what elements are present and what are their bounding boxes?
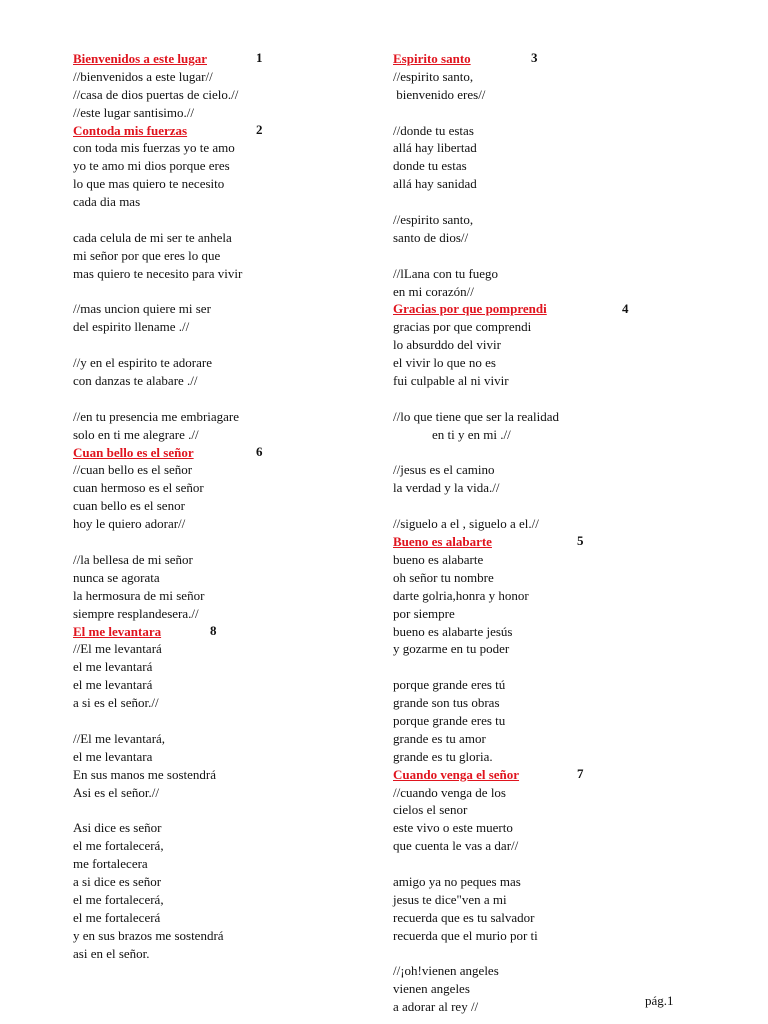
lyric-line: //cuando venga de los (393, 784, 506, 800)
song-title-text: Gracias por que pomprendi (393, 301, 547, 317)
lyric-line: yo te amo mi dios porque eres (73, 158, 230, 174)
lyric-line: cada celula de mi ser te anhela (73, 229, 232, 245)
lyric-line: grande son tus obras (393, 695, 500, 711)
lyric-line: //bienvenidos a este lugar// (73, 68, 213, 84)
song-title (393, 300, 653, 318)
lyric-line: //espirito santo, (393, 68, 474, 84)
blank-line (393, 247, 653, 265)
blank-line (73, 801, 363, 819)
song-number: 7 (577, 766, 584, 781)
lyric-line: gracias por que comprendi (393, 319, 532, 335)
lyric-line: del espirito llename .// (73, 319, 190, 335)
lyric-line: //El me levantará, (73, 730, 166, 746)
song-title-text: Bienvenidos a este lugar (73, 51, 207, 66)
left-column (73, 50, 363, 962)
lyric-line: a adorar al rey // (393, 999, 479, 1015)
lyric-line: oh señor tu nombre (393, 569, 494, 585)
lyric-line: //lLana con tu fuego (393, 265, 499, 281)
lyric-line: cuan hermoso es el señor (73, 480, 204, 496)
lyric-line: santo de dios// (393, 229, 469, 245)
lyric-line: //jesus es el camino (393, 462, 495, 478)
lyric-line: el me fortalecerá (73, 909, 161, 925)
lyric-line: el me levantará (73, 659, 153, 675)
page-number: pág.1 (645, 993, 674, 1008)
lyric-line: //El me levantará (73, 641, 162, 657)
blank-line (393, 104, 653, 122)
lyric-line: allá hay libertad (393, 140, 477, 156)
lyric-line: con toda mis fuerzas yo te amo (73, 140, 235, 156)
lyric-line: porque grande eres tu (393, 712, 506, 728)
song-title (73, 623, 363, 641)
blank-line (73, 336, 363, 354)
song-number: 5 (577, 533, 584, 549)
blank-line (393, 658, 653, 676)
song-number: 2 (256, 121, 263, 137)
lyric-line: donde tu estas (393, 158, 467, 174)
blank-line (73, 533, 363, 551)
lyric-line: recuerda que el murio por ti (393, 927, 538, 943)
lyric-line: solo en ti me alegrare .// (73, 426, 199, 442)
song-title (393, 50, 653, 68)
lyric-line: y en sus brazos me sostendrá (73, 927, 224, 943)
right-column (393, 50, 653, 1016)
blank-line (393, 390, 653, 408)
lyric-line: //lo que tiene que ser la realidad (393, 408, 560, 424)
blank-line (393, 945, 653, 963)
lyric-line: a si es el señor.// (73, 695, 159, 711)
lyric-line: por siempre (393, 605, 455, 621)
lyric-line: que cuenta le vas a dar// (393, 838, 519, 854)
lyric-line: el me levantara (73, 748, 153, 764)
lyric-line: //en tu presencia me embriagare (73, 408, 240, 424)
lyric-line: bueno es alabarte (393, 551, 484, 567)
lyric-line: en mi corazón// (393, 283, 474, 299)
lyric-line: //siguelo a el , siguelo a el.// (393, 516, 539, 532)
lyric-line: este vivo o este muerto (393, 820, 513, 836)
lyric-line: el vivir lo que no es (393, 355, 496, 371)
lyric-line: Asi dice es señor (73, 820, 162, 836)
lyric-line: cada dia mas (73, 194, 141, 210)
lyric-line: el me levantará (73, 677, 153, 693)
lyric-line: cielos el senor (393, 802, 468, 818)
lyric-line: grande es tu gloria. (393, 748, 493, 764)
lyric-line: lo absurddo del vivir (393, 337, 501, 353)
lyric-line: porque grande eres tú (393, 677, 506, 693)
lyric-line: //casa de dios puertas de cielo.// (73, 86, 239, 102)
lyric-line: amigo ya no peques mas (393, 873, 521, 889)
blank-line (393, 855, 653, 873)
blank-line (73, 211, 363, 229)
lyric-line: a si dice es señor (73, 873, 162, 889)
lyric-line: recuerda que es tu salvador (393, 909, 535, 925)
lyric-line: la verdad y la vida.// (393, 480, 500, 496)
lyric-line: me fortalecera (73, 856, 148, 872)
lyric-line: mas quiero te necesito para vivir (73, 265, 243, 281)
lyric-line: En sus manos me sostendrá (73, 766, 216, 782)
lyric-line: allá hay sanidad (393, 176, 477, 192)
song-title-text: Cuando venga el señor (393, 766, 520, 782)
lyric-line: la hermosura de mi señor (73, 587, 205, 603)
blank-line (393, 193, 653, 211)
lyric-line: //¡oh!vienen angeles (393, 963, 499, 979)
blank-line (393, 497, 653, 515)
lyric-line: mi señor por que eres lo que (73, 247, 221, 263)
lyric-line: //espirito santo, (393, 212, 474, 228)
lyric-line: lo que mas quiero te necesito (73, 176, 225, 192)
lyric-line: con danzas te alabare .// (73, 373, 198, 389)
lyric-line: el me fortalecerá, (73, 838, 164, 854)
song-title (73, 50, 363, 68)
song-title-text: El me levantara (73, 623, 162, 639)
blank-line (73, 390, 363, 408)
lyric-line: el me fortalecerá, (73, 891, 164, 907)
lyric-line: //donde tu estas (393, 122, 474, 138)
song-title-text: Cuan bello es el señor (73, 444, 194, 460)
lyric-line: Asi es el señor.// (73, 784, 159, 800)
lyric-line: fui culpable al ni vivir (393, 373, 509, 389)
song-title (393, 533, 653, 551)
lyric-line: darte golria,honra y honor (393, 587, 529, 603)
lyric-line: cuan bello es el senor (73, 498, 185, 514)
song-number: 4 (622, 300, 629, 316)
song-title (393, 766, 653, 784)
lyric-line: bienvenido eres// (393, 86, 486, 102)
song-title (73, 444, 363, 462)
lyric-line: //y en el espirito te adorare (73, 355, 212, 371)
blank-line (73, 712, 363, 730)
blank-line (73, 283, 363, 301)
song-number: 3 (531, 50, 538, 65)
song-title-text: Bueno es alabarte (393, 534, 492, 550)
blank-line (393, 444, 653, 462)
lyric-line: //este lugar santisimo.// (73, 104, 194, 120)
lyric-line: siempre resplandesera.// (73, 605, 199, 621)
song-title-text: Contoda mis fuerzas (73, 122, 188, 138)
lyric-line: nunca se agorata (73, 569, 160, 585)
lyric-line: hoy le quiero adorar// (73, 516, 186, 532)
lyric-line: //la bellesa de mi señor (73, 551, 193, 567)
lyric-line: jesus te dice"ven a mi (393, 891, 507, 907)
song-number: 6 (256, 443, 263, 459)
lyric-line: bueno es alabarte jesús (393, 623, 513, 639)
song-number: 8 (210, 622, 217, 638)
song-title-text: Espirito santo (393, 51, 471, 66)
lyric-line: //mas uncion quiere mi ser (73, 301, 211, 317)
lyric-line: //cuan bello es el señor (73, 462, 193, 478)
lyric-line: y gozarme en tu poder (393, 641, 510, 657)
lyric-line: asi en el señor. (73, 945, 150, 961)
lyric-line: en ti y en mi .// (393, 426, 511, 442)
song-number: 1 (256, 50, 263, 65)
lyric-line: vienen angeles (393, 981, 470, 997)
song-title (73, 122, 363, 140)
lyric-line: grande es tu amor (393, 730, 486, 746)
